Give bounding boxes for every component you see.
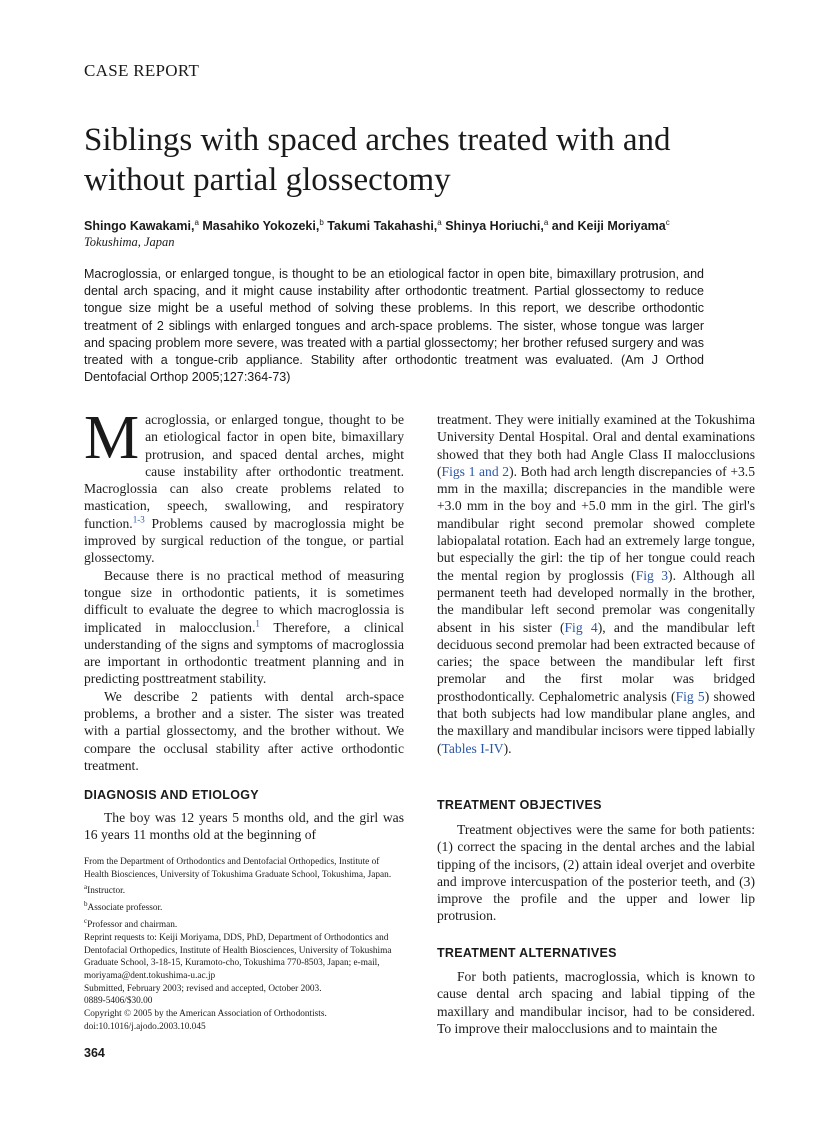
- article-title: Siblings with spaced arches treated with and without partial glossectomy: [84, 122, 671, 198]
- author-name: Masahiko Yokozeki,: [202, 219, 320, 233]
- page-number: 364: [84, 1046, 105, 1060]
- figure-link[interactable]: Fig 4: [564, 619, 598, 635]
- table-link[interactable]: Tables I-IV: [441, 740, 504, 756]
- footnote-submitted: Submitted, February 2003; revised and accepted, October 2003.: [84, 983, 322, 994]
- author-affiliation-mark: c: [665, 217, 670, 227]
- intro-paragraph-2: Because there is no practical method of measuring tongue size in orthodontic patients, it is sometimes difficult to evaluate the degree to which macroglossia is implicated in malocclusion.$^1$ Therefore, a clinical understanding of the signs and symptoms of macroglossia are important in orthodontic treatment planning and in predicting posttreatment stability.: [84, 567, 404, 687]
- diagnosis-continued-paragraph: treatment. They were initially examined at the Tokushima University Dental Hospital. Oral and dental examinations showed that they both had Angle Class II malocclusions (Figs 1 and 2). Both had arch length discrepancies of +3.5 mm in the maxilla; discrepancies in the mandible were +3.0 mm in the boy and +5.0 mm in the girl. The girl's mandibular right second premolar showed complete labiopalatal rotation. Each had an extremely large tongue, but especially the girl: the tip of her tongue could reach the mental region by proglossis (Fig 3). Although all permanent teeth had developed normally in the brother, the mandibular left second premolar was congenitally absent in his sister (Fig 4), and the mandibular left deciduous second premolar had been extracted because of caries; the space between the mandibular left first premolar and the first molar was bridged prosthodontically. Cephalometric analysis (Fig 5) showed that both subjects had low mandibular plane angles, and the maxillary and mandibular incisors were tipped labially (Tables I-IV).: [437, 412, 756, 756]
- footnote-issn: 0889-5406/$30.00: [84, 996, 153, 1007]
- author-name: Shinya Horiuchi,: [445, 219, 544, 233]
- author-name: Takumi Takahashi,: [327, 219, 438, 233]
- right-column: [437, 411, 755, 757]
- footnote-c: $^c$Professor and chairman.: [84, 917, 178, 931]
- section-heading-alternatives: TREATMENT ALTERNATIVES: [437, 946, 617, 960]
- drop-cap: M: [84, 404, 140, 472]
- intro-paragraph-3: We describe 2 patients with dental arch-space problems, a brother and a sister. The sister was treated with a partial glossectomy, and the brother without. We compare the occlusal stability after active orthodontic treatment.: [84, 688, 404, 773]
- footnote-reprint: Reprint requests to: Keiji Moriyama, DDS, PhD, Department of Orthodontics and Dentofacial Orthopedics, Institute of Health Biosciences, University of Tokushima Graduate School, 3-18-15, Kuramoto-cho, Tokushima 770-8503, Japan; e-mail, moriyama@dent.tokushima-u.ac.jp: [84, 932, 392, 981]
- objectives-text: Treatment objectives were the same for both patients: (1) correct the spacing in the dental arches and the labial tipping of the incisors, (2) attain ideal overjet and overbite and improve intercuspation of the posterior teeth, and (3) improve the profile and the upper and lower lip protrusion.: [437, 822, 755, 924]
- footnote-a: $^a$Instructor.: [84, 883, 126, 897]
- author-location: Tokushima, Japan: [84, 235, 175, 249]
- figure-link[interactable]: Figs 1 and 2: [441, 463, 510, 479]
- author-affiliation-mark: a: [194, 217, 199, 227]
- intro-paragraph-1: Macroglossia, or enlarged tongue, thought to be an etiological factor in open bite, bimaxillary protrusion, and spaced dental arches, might cause instability after orthodontic treatment. Macroglossia can also create problems related to mastication, speech, swallowing, and respiratory function.$^{1-3}$ Problems caused by macroglossia might be improved by surgical reduction of the tongue, or partial glossectomy.: [84, 404, 404, 566]
- reference-link[interactable]: 1: [255, 618, 260, 629]
- figure-link[interactable]: Fig 3: [635, 567, 669, 583]
- alternatives-text: For both patients, macroglossia, which is known to cause dental arch spacing and labial tipping of the maxillary and mandibular incisor, had to be considered. To improve their malocclusions and to maintain the: [437, 969, 755, 1036]
- figure-link[interactable]: Fig 5: [675, 688, 705, 704]
- author-affiliation-mark: a: [437, 217, 442, 227]
- author-name: and Keiji Moriyama: [551, 219, 666, 233]
- section-heading-objectives: TREATMENT OBJECTIVES: [437, 798, 602, 812]
- author-list: [84, 219, 670, 233]
- footnote-copyright: Copyright © 2005 by the American Association of Orthodontists.: [84, 1009, 327, 1020]
- section-label: CASE REPORT: [84, 61, 200, 80]
- author-affiliation-mark: b: [319, 217, 324, 227]
- reference-link[interactable]: 1-3: [132, 514, 145, 525]
- author-affiliation-mark: a: [543, 217, 549, 227]
- author-name: Shingo Kawakami,: [84, 219, 195, 233]
- footnote-b: $^b$Associate professor.: [84, 900, 163, 914]
- footnotes: [84, 856, 404, 1033]
- diagnosis-text: The boy was 12 years 5 months old, and the girl was 16 years 11 months old at the beginning of: [84, 810, 404, 843]
- left-column: [84, 404, 404, 774]
- abstract: Macroglossia, or enlarged tongue, is thought to be an etiological factor in open bite, bimaxillary protrusion, and dental arch spacing, and it might cause instability after orthodontic treatment. Partial glossectomy to reduce tongue size might be a useful method of solving these problems. In this report, we describe orthodontic treatment of 2 siblings with enlarged tongues and arch-space problems. The sister, whose tongue was larger and spacing problem more severe, was treated with a partial glossectomy; her brother refused surgery and was treated with a tongue-crib appliance. Stability after orthodontic treatment was evaluated. (Am J Orthod Dentofacial Orthop 2005;127:364-73): [84, 267, 704, 385]
- section-heading-diagnosis: DIAGNOSIS AND ETIOLOGY: [84, 788, 259, 802]
- footnote-affiliation: From the Department of Orthodontics and Dentofacial Orthopedics, Institute of Health Biosciences, University of Tokushima Graduate School, Tokushima, Japan.: [84, 857, 392, 880]
- footnote-doi[interactable]: doi:10.1016/j.ajodo.2003.10.045: [84, 1021, 206, 1032]
